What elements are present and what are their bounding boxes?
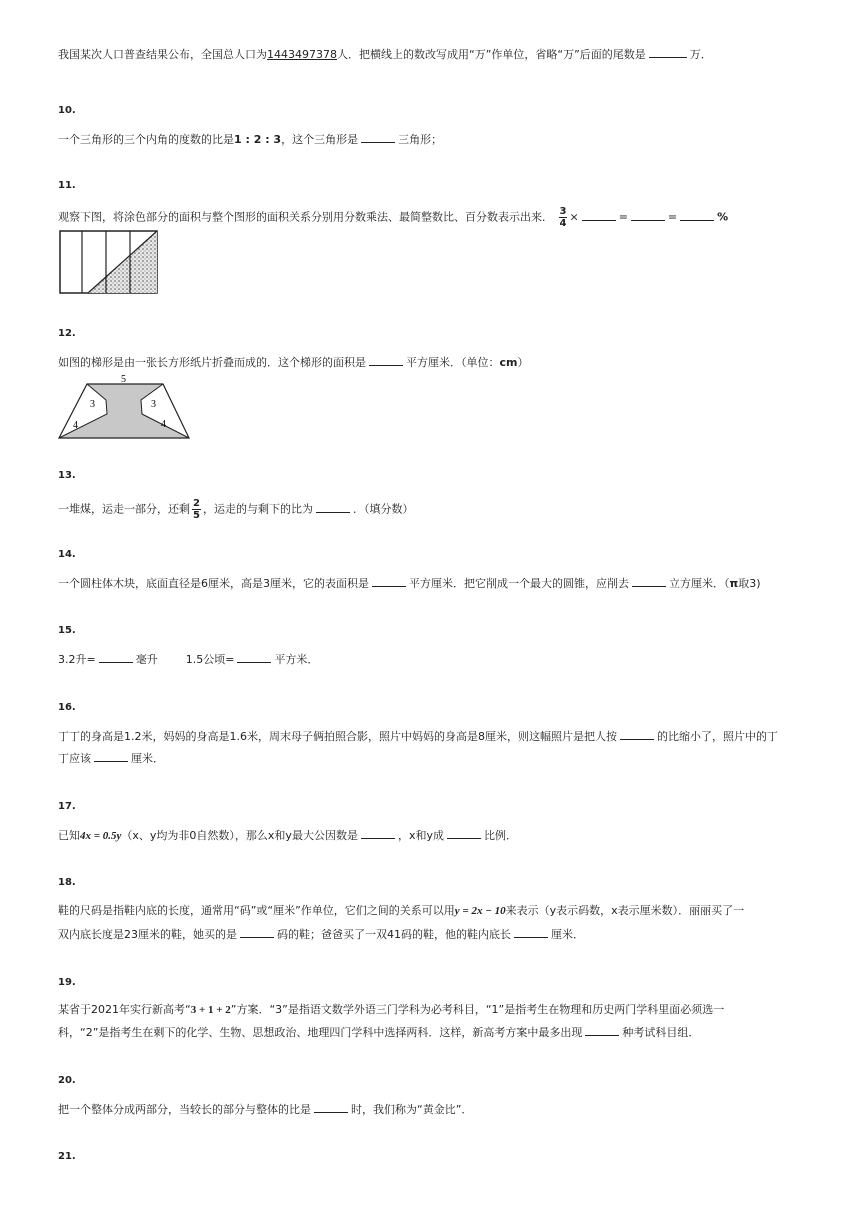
q12-label-right-bottom: 4 <box>161 419 166 430</box>
q19-expression: 3 + 1 + 2 <box>190 1004 231 1016</box>
q9-part2: 人．把横线上的数改写成用“万”作单位，省略“万”后面的尾数是 <box>337 48 646 61</box>
q14-part2: 平方厘米．把它削成一个最大的圆锥，应削去 <box>409 577 629 590</box>
q13-part3: ．（填分数） <box>352 502 414 516</box>
q18-line-1 <box>58 904 744 918</box>
q12-folded-trapezoid-figure <box>55 372 193 442</box>
q11-shaded-rectangle-figure <box>58 228 160 296</box>
q17-equation: 4x = 0.5y <box>80 830 122 842</box>
q15-text <box>58 652 318 667</box>
q15-blank-2[interactable] <box>237 652 271 663</box>
q17-part2: （x、y均为非0自然数），那么x和y最大公因数是 <box>121 829 358 842</box>
q10-part2: ，这个三角形是 <box>281 133 359 146</box>
q15-part1: 3.2升= <box>58 653 96 666</box>
q12-unit: cm <box>499 356 518 369</box>
q19-answer-blank[interactable] <box>585 1025 619 1036</box>
q15-part4: 平方米． <box>274 653 319 666</box>
q11-eq-1: = <box>618 210 628 224</box>
q10-part3: 三角形； <box>398 133 443 146</box>
q17-text <box>58 828 517 843</box>
q11-frac-num: 3 <box>559 206 567 217</box>
q9-text <box>58 47 712 62</box>
q10-ratio: 1 : 2 : 3 <box>234 133 282 146</box>
q10-text <box>58 132 442 147</box>
q9-part1: 我国某次人口普查结果公布，全国总人口为 <box>58 48 267 61</box>
q18-part4: 码的鞋；爸爸买了一双41码的鞋，他的鞋内底长 <box>277 928 511 941</box>
q17-part4: 比例． <box>483 829 517 842</box>
q13-frac-num: 2 <box>193 498 200 509</box>
q14-text <box>58 576 761 591</box>
q20-number: 20. <box>58 1075 76 1086</box>
q12-label-left-bottom: 4 <box>73 420 78 431</box>
q11-eq-2: = <box>667 210 678 224</box>
q13-part1: 一堆煤，运走一部分，还剩 <box>58 502 190 516</box>
q10-part1: 一个三角形的三个内角的度数的比是 <box>58 133 234 146</box>
q19-part2: ”方案．“3”是指语文数学外语三门学科为必考科目，“1”是指考生在物理和历史两门学科里面必须选一 <box>230 1003 725 1016</box>
q18-number: 18. <box>58 877 76 888</box>
q10-answer-blank[interactable] <box>361 132 395 143</box>
q15-part2: 毫升 <box>135 653 158 666</box>
q13-part2: ，运走的与剩下的比为 <box>202 502 313 516</box>
q20-answer-blank[interactable] <box>314 1102 348 1113</box>
q12-part1: 如图的梯形是由一张长方形纸片折叠而成的．这个梯形的面积是 <box>58 356 366 369</box>
q19-part4: 种考试科目组． <box>622 1026 700 1039</box>
q17-number: 17. <box>58 801 76 812</box>
q9-underlined-number: 1443497378 <box>267 48 337 61</box>
q11-percent: % <box>717 210 729 224</box>
q18-part3: 双内底长度是23厘米的鞋，她买的是 <box>58 928 237 941</box>
q12-number: 12. <box>58 328 76 339</box>
q18-part2: 来表示（y表示码数，x表示厘米数）．丽丽买了一 <box>505 904 745 917</box>
q18-equation: y = 2x − 10 <box>454 905 506 917</box>
q12-part2: 平方厘米．（单位： <box>406 356 500 369</box>
q17-blank-2[interactable] <box>447 828 481 839</box>
q14-pi: π <box>729 577 739 590</box>
q16-part2: 的比缩小了，照片中的丁 <box>656 730 778 743</box>
q16-part1: 丁丁的身高是1.2米，妈妈的身高是1.6米，周末母子俩拍照合影，照片中妈妈的身高是8厘米，则这幅照片是把人按 <box>58 730 617 743</box>
q13-frac-den: 5 <box>193 510 200 521</box>
q17-part1: 已知 <box>58 829 80 842</box>
q16-line-1 <box>58 729 778 744</box>
q13-text <box>58 498 413 521</box>
q20-text <box>58 1102 472 1117</box>
q11-blank-1[interactable] <box>582 210 616 221</box>
q14-part4: 取3) <box>738 577 761 590</box>
q11-blank-2[interactable] <box>631 210 665 221</box>
q12-text <box>58 355 528 370</box>
q13-fraction <box>192 498 201 521</box>
q15-blank-1[interactable] <box>99 652 133 663</box>
q19-part3: 科，“2”是指考生在剩下的化学、生物、思想政治、地理四门学科中选择两科．这样，新高考方案中最多出现 <box>58 1026 583 1039</box>
q9-answer-blank[interactable] <box>649 47 687 58</box>
q14-part1: 一个圆柱体木块，底面直径是6厘米，高是3厘米，它的表面积是 <box>58 577 369 590</box>
q16-blank-1[interactable] <box>620 729 654 740</box>
q19-line-1 <box>58 1003 724 1017</box>
q17-part3: ，x和y成 <box>397 829 444 842</box>
q14-blank-1[interactable] <box>372 576 406 587</box>
q11-fraction <box>559 206 568 229</box>
q12-label-top: 5 <box>121 374 126 385</box>
q16-number: 16. <box>58 702 76 713</box>
q15-part3: 1.5公顷= <box>185 653 235 666</box>
q19-part1: 某省于2021年实行新高考“ <box>58 1003 191 1016</box>
q12-label-right-side: 3 <box>151 399 156 410</box>
q11-number: 11. <box>58 180 76 191</box>
q11-text <box>58 206 728 229</box>
q10-number: 10. <box>58 105 76 116</box>
q19-line-2 <box>58 1025 699 1040</box>
q12-gray-region <box>59 384 189 438</box>
q18-blank-2[interactable] <box>514 927 548 938</box>
q18-line-2 <box>58 927 584 942</box>
q16-blank-2[interactable] <box>94 751 128 762</box>
q18-blank-1[interactable] <box>240 927 274 938</box>
q16-line-2 <box>58 751 164 766</box>
q17-blank-1[interactable] <box>361 828 395 839</box>
q18-part5: 厘米． <box>551 928 584 941</box>
q16-part4: 厘米． <box>131 752 164 765</box>
q20-part2: 时，我们称为“黄金比”． <box>351 1103 473 1116</box>
q21-number: 21. <box>58 1151 76 1162</box>
q20-part1: 把一个整体分成两部分，当较长的部分与整体的比是 <box>58 1103 311 1116</box>
q11-blank-3[interactable] <box>680 210 714 221</box>
q16-part3: 丁应该 <box>58 752 91 765</box>
q19-number: 19. <box>58 977 76 988</box>
q11-frac-den: 4 <box>559 218 567 229</box>
q11-times: × <box>569 210 579 224</box>
q12-part3: ） <box>517 356 529 369</box>
q13-number: 13. <box>58 470 76 481</box>
q13-answer-blank[interactable] <box>316 502 350 513</box>
q14-number: 14. <box>58 549 76 560</box>
q15-number: 15. <box>58 625 76 636</box>
q12-label-left-side: 3 <box>90 399 95 410</box>
q12-answer-blank[interactable] <box>369 355 403 366</box>
q9-part3: 万． <box>689 48 712 61</box>
q14-blank-2[interactable] <box>632 576 666 587</box>
q14-part3: 立方厘米．（ <box>669 577 730 590</box>
q11-part1: 观察下图，将涂色部分的面积与整个图形的面积关系分别用分数乘法、最简整数比、百分数表示出来． <box>58 210 553 224</box>
q18-part1: 鞋的尺码是指鞋内底的长度，通常用“码”或“厘米”作单位，它们之间的关系可以用 <box>58 904 455 917</box>
